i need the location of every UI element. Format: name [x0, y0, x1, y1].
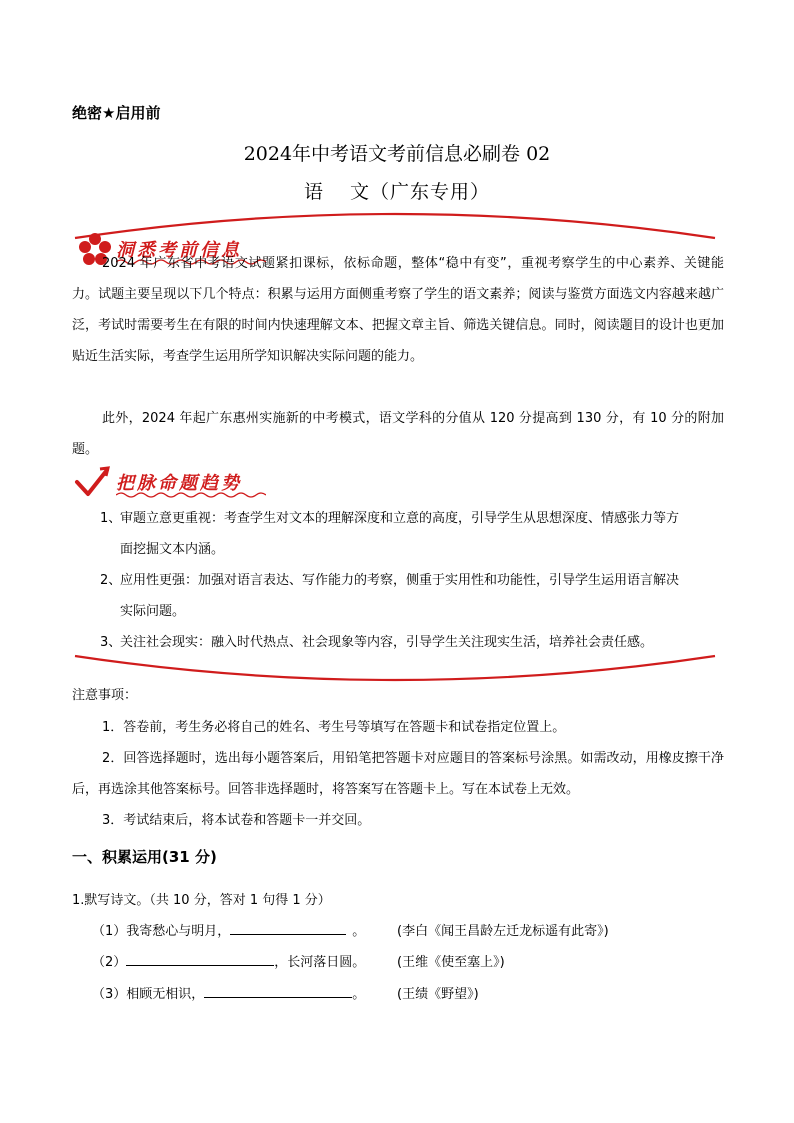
- page-title: 2024年中考语文考前信息必刷卷 02: [243, 143, 551, 165]
- subject-char: 语: [303, 181, 324, 203]
- list-number: 1、: [100, 511, 122, 526]
- list-text: 应用性更强：加强对语言表达、写作能力的考察，侧重于实用性和功能性，引导学生运用语言解决: [120, 573, 680, 588]
- part-heading: 一、积累运用(31 分): [72, 848, 217, 866]
- notice-title: 注意事项：: [72, 688, 138, 703]
- line-suffix: ，长河落日圆。: [274, 955, 366, 970]
- list-text: 关注社会现实：融入时代热点、社会现象等内容，引导学生关注现实生活，培养社会责任感。: [120, 635, 654, 650]
- list-text-cont: 实际问题。: [120, 604, 186, 619]
- trend-list: [100, 503, 724, 658]
- wavy-underline: [116, 491, 266, 499]
- poem-line-3: [92, 983, 365, 1002]
- line-suffix: 。: [352, 924, 366, 939]
- list-text: 审题立意更重视：考查学生对文本的理解深度和立意的高度，引导学生从思想深度、情感张力等方: [120, 511, 680, 526]
- notice-item: 1．答卷前，考生务必将自己的姓名、考生号等填写在答题卡和试卷指定位置上。: [102, 720, 566, 735]
- list-text-cont: 面挖掘文本内涵。: [120, 542, 225, 557]
- notice-list: [72, 712, 724, 836]
- list-item: [100, 503, 724, 565]
- line-prefix: （3）相顾无相识，: [92, 987, 205, 1002]
- exam-info-paragraph: 2024 年广东省中考语文试题紧扣课标，依标命题，整体“稳中有变”，重视考察学生的中心素养、关键能力。试题主要呈现以下几个特点：积累与运用方面侧重考察了学生的语文素养；阅读与鉴赏方面选文内容越来越广泛，考试时需要考生在有限的时间内快速理解文本、把握文章主旨、筛选关键信息。同时，阅读题目的设计也更加贴近生活实际，考查学生运用所学知识解决实际问题的能力。: [72, 256, 724, 364]
- line-source: (王维《使至塞上》): [397, 955, 505, 970]
- answer-blank[interactable]: [230, 921, 346, 935]
- answer-blank[interactable]: [126, 952, 274, 966]
- section-heading-1-label: 洞悉考前信息: [116, 240, 242, 261]
- line-source: (王绩《野望》): [397, 987, 479, 1002]
- line-source: (李白《闻王昌龄左迁龙标遥有此寄》): [397, 924, 609, 939]
- check-icon: [74, 464, 110, 500]
- confidential-label: 绝密★启用前: [72, 104, 161, 122]
- section-heading-2: [74, 464, 242, 500]
- list-item: [100, 565, 724, 627]
- exam-info-paragraph-2: 此外，2024 年起广东惠州实施新的中考模式，语文学科的分值从 120 分提高到 130 分，有 10 分的附加题。: [72, 411, 724, 457]
- notice-item: 3．考试结束后，将本试卷和答题卡一并交回。: [102, 813, 371, 828]
- poem-line-2: [92, 951, 365, 970]
- list-number: 3、: [100, 635, 122, 650]
- notice-item: 2．回答选择题时，选出每小题答案后，用铅笔把答题卡对应题目的答案标号涂黑。如需改动，用橡皮擦干净后，再选涂其他答案标号。回答非选择题时，将答案写在答题卡上。写在本试卷上无效。: [72, 751, 724, 797]
- poem-line-1: [92, 920, 365, 939]
- subject-rest: 文（广东专用）: [350, 181, 491, 203]
- line-prefix: （1）我寄愁心与明月，: [92, 924, 231, 939]
- question-1: 1.默写诗文。（共 10 分，答对 1 句得 1 分）: [72, 893, 331, 908]
- answer-blank[interactable]: [204, 984, 352, 998]
- line-prefix: （2）: [92, 955, 127, 970]
- section-heading-2-label: 把脉命题趋势: [116, 473, 242, 494]
- page-subtitle: [0, 177, 794, 204]
- list-number: 2、: [100, 573, 122, 588]
- frame-bottom-arc: [70, 650, 720, 684]
- line-suffix: 。: [352, 987, 366, 1002]
